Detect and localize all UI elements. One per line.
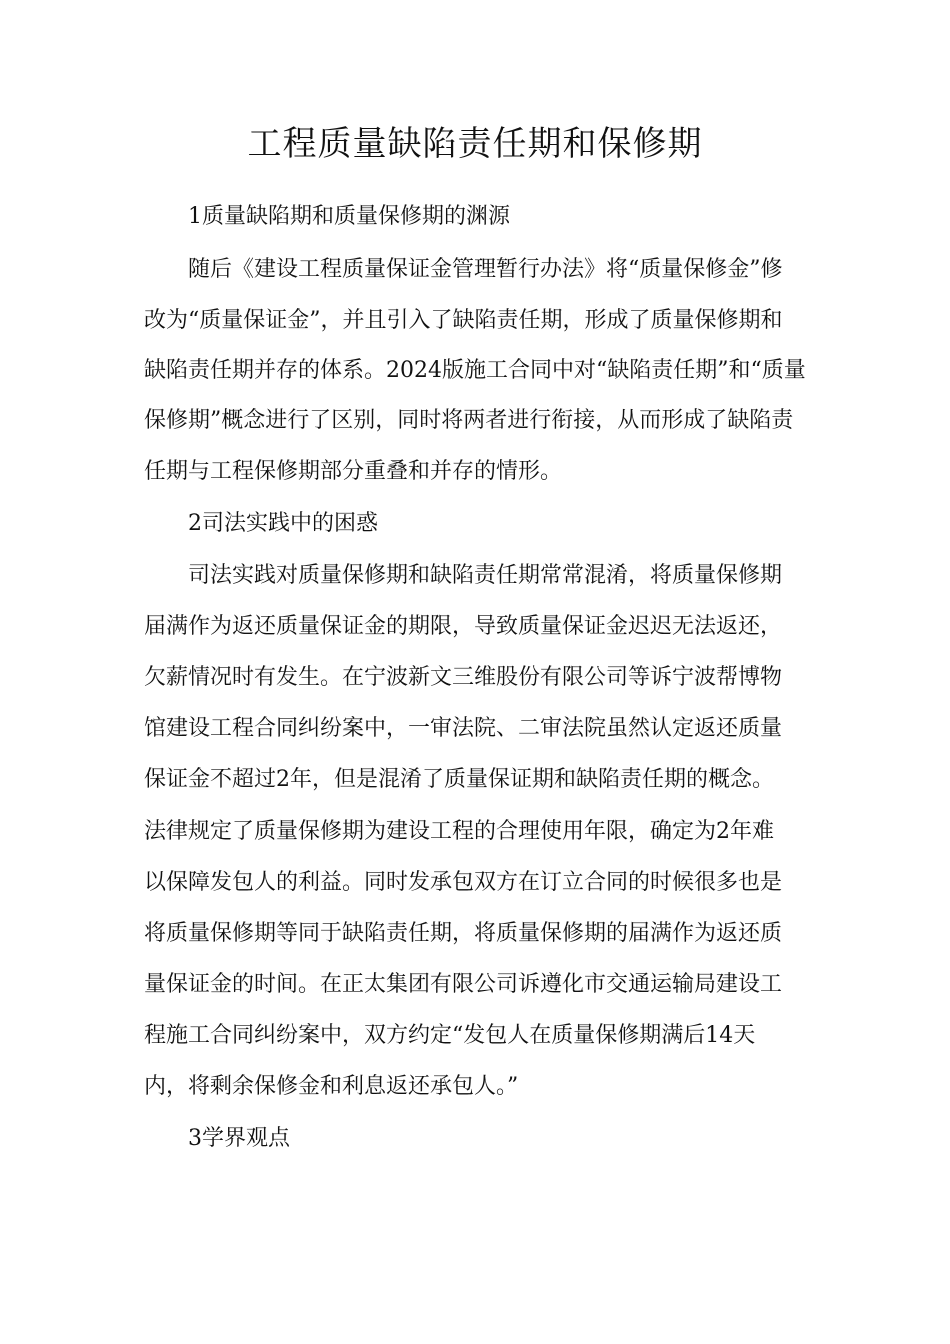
paragraph-line: 法律规定了质量保修期为建设工程的合理使用年限，确定为2年难 xyxy=(144,819,774,844)
section-heading-1: 1质量缺陷期和质量保修期的渊源 xyxy=(188,204,510,229)
paragraph-line: 欠薪情况时有发生。在宁波新文三维股份有限公司等诉宁波帮博物 xyxy=(144,665,783,690)
section-heading-3: 3学界观点 xyxy=(188,1126,290,1151)
paragraph-line: 届满作为返还质量保证金的期限，导致质量保证金迟迟无法返还， xyxy=(144,614,783,639)
paragraph-line: 随后《建设工程质量保证金管理暂行办法》将“质量保修金”修 xyxy=(188,257,783,282)
paragraph-line: 保修期”概念进行了区别，同时将两者进行衔接，从而形成了缺陷责 xyxy=(144,408,794,433)
paragraph-line: 程施工合同纠纷案中，双方约定“发包人在质量保修期满后14天 xyxy=(144,1023,756,1048)
paragraph-line: 馆建设工程合同纠纷案中，一审法院、二审法院虽然认定返还质量 xyxy=(144,716,783,741)
paragraph-line: 以保障发包人的利益。同时发承包双方在订立合同的时候很多也是 xyxy=(144,870,783,895)
paragraph-line: 改为“质量保证金”，并且引入了缺陷责任期，形成了质量保修期和 xyxy=(144,308,783,333)
paragraph-line: 司法实践对质量保修期和缺陷责任期常常混淆，将质量保修期 xyxy=(188,563,783,588)
paragraph-line: 缺陷责任期并存的体系。2024版施工合同中对“缺陷责任期”和“质量 xyxy=(144,358,806,383)
paragraph-line: 内，将剩余保修金和利息返还承包人。” xyxy=(144,1074,519,1099)
paragraph-line: 保证金不超过2年，但是混淆了质量保证期和缺陷责任期的概念。 xyxy=(144,767,774,792)
paragraph-line: 量保证金的时间。在正太集团有限公司诉遵化市交通运输局建设工 xyxy=(144,972,783,997)
paragraph-line: 任期与工程保修期部分重叠和并存的情形。 xyxy=(144,459,563,484)
paragraph-line: 将质量保修期等同于缺陷责任期，将质量保修期的届满作为返还质 xyxy=(144,921,783,946)
document-title: 工程质量缺陷责任期和保修期 xyxy=(247,124,703,164)
section-heading-2: 2司法实践中的困惑 xyxy=(188,511,378,536)
